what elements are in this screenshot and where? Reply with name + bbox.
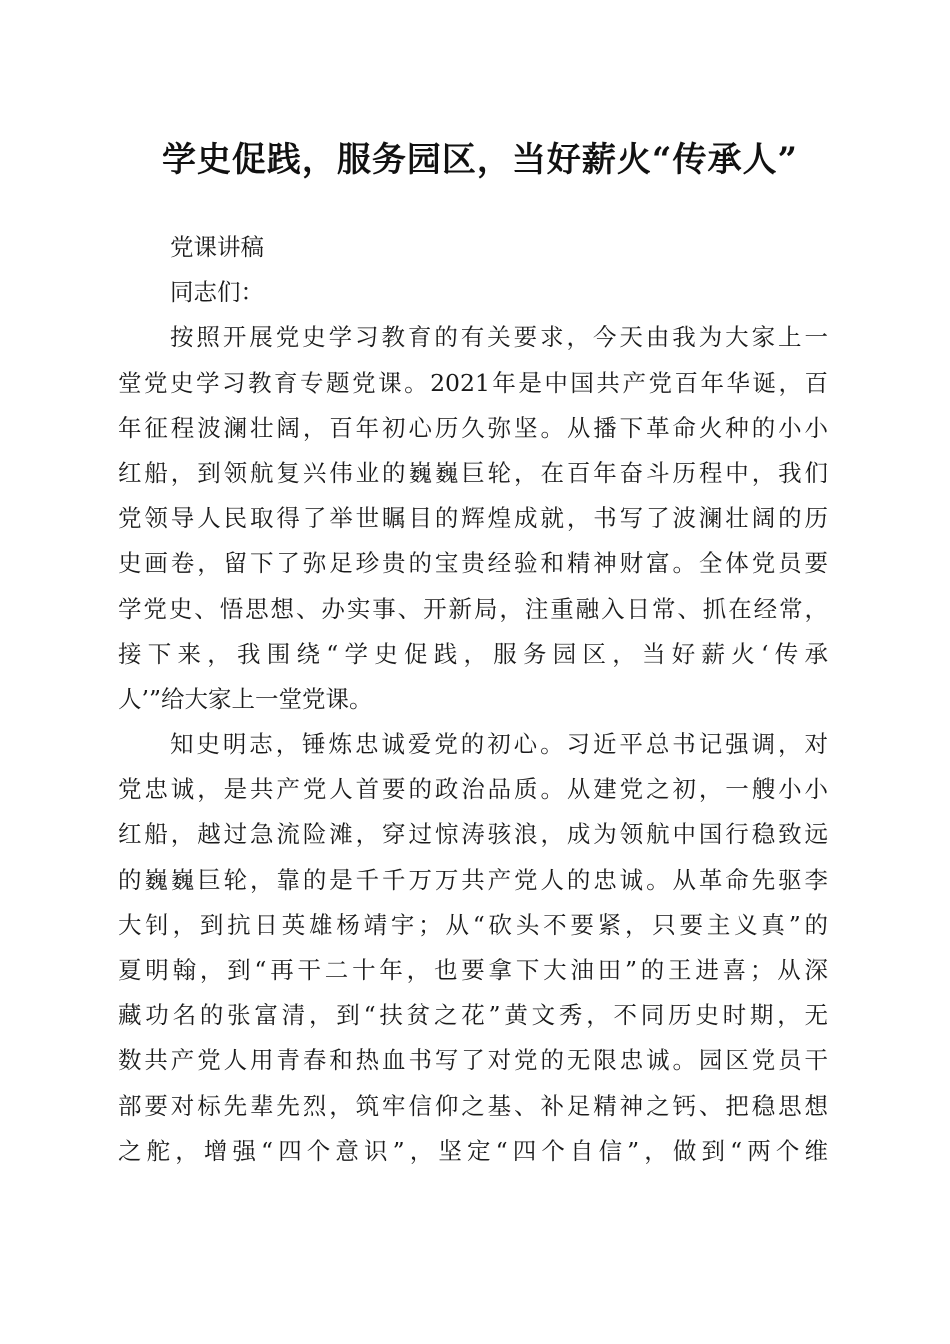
paragraph-line: 数共产党人用青春和热血书写了对党的无限忠诚。园区党员干 bbox=[118, 1046, 828, 1075]
paragraph-line: 的巍巍巨轮，靠的是千千万万共产党人的忠诚。从革命先驱李 bbox=[118, 865, 828, 894]
paragraph-line: 史画卷，留下了弥足珍贵的宝贵经验和精神财富。全体党员要 bbox=[118, 549, 828, 578]
paragraph-line: 党领导人民取得了举世瞩目的辉煌成就，书写了波澜壮阔的历 bbox=[118, 504, 828, 533]
subtitle: 党课讲稿 bbox=[170, 233, 264, 261]
paragraph-line: 部要对标先辈先烈，筑牢信仰之基、补足精神之钙、把稳思想 bbox=[118, 1091, 828, 1120]
paragraph-line: 人’”给大家上一堂党课。 bbox=[118, 684, 373, 713]
document-title: 学史促践，服务园区，当好薪火“传承人” bbox=[161, 140, 799, 180]
paragraph-line: 大钊，到抗日英雄杨靖宇；从“砍头不要紧，只要主义真”的 bbox=[118, 910, 828, 939]
paragraph-2 bbox=[118, 722, 828, 1174]
paragraph-line: 按照开展党史学习教育的有关要求，今天由我为大家上一 bbox=[170, 323, 828, 352]
paragraph-line: 之舵，增强“四个意识”，坚定“四个自信”，做到“两个维 bbox=[118, 1136, 828, 1165]
paragraph-line: 红船，越过急流险滩，穿过惊涛骇浪，成为领航中国行稳致远 bbox=[118, 820, 828, 849]
paragraph-line: 红船，到领航复兴伟业的巍巍巨轮，在百年奋斗历程中，我们 bbox=[118, 458, 828, 487]
paragraph-line: 接下来，我围绕“学史促践，服务园区，当好薪火‘传承 bbox=[118, 639, 828, 668]
paragraph-line: 夏明翰，到“再干二十年，也要拿下大油田”的王进喜；从深 bbox=[118, 956, 828, 984]
paragraph-line: 藏功名的张富清，到“扶贫之花”黄文秀，不同历史时期，无 bbox=[118, 1001, 828, 1030]
paragraph-line: 堂党史学习教育专题党课。2021年是中国共产党百年华诞，百 bbox=[118, 368, 828, 397]
paragraph-line: 知史明志，锤炼忠诚爱党的初心。习近平总书记强调，对 bbox=[170, 730, 828, 759]
paragraph-line: 年征程波澜壮阔，百年初心历久弥坚。从播下革命火种的小小 bbox=[118, 413, 828, 442]
paragraph-line: 党忠诚，是共产党人首要的政治品质。从建党之初，一艘小小 bbox=[118, 775, 828, 804]
salutation: 同志们： bbox=[170, 278, 264, 307]
paragraph-1 bbox=[118, 315, 828, 722]
document-body bbox=[118, 225, 828, 1174]
paragraph-line: 学党史、悟思想、办实事、开新局，注重融入日常、抓在经常， bbox=[118, 594, 828, 623]
